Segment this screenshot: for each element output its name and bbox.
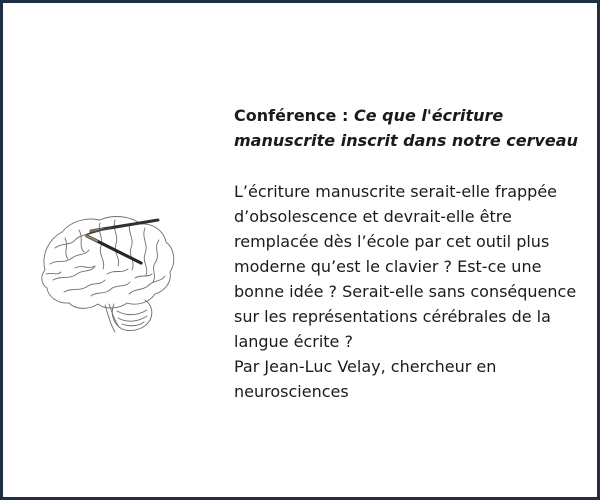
brain-with-pens-icon <box>31 208 181 343</box>
event-content <box>234 103 586 404</box>
event-title-topic: Ce que l'écriture manuscrite inscrit dans notre cerveau <box>234 106 578 150</box>
event-title-prefix: Conférence : <box>234 106 354 125</box>
event-speaker: Par Jean-Luc Velay, chercheur en neurosciences <box>234 357 497 401</box>
event-description: L’écriture manuscrite serait-elle frappée d’obsolescence et devrait-elle être remplacée dès l’école par cet outil plus moderne qu’est le clavier ? Est-ce une bonne idée ? Serait-elle sans conséquence sur les représentations cérébrales de la langue écrite ? <box>234 182 577 351</box>
event-title <box>234 103 586 153</box>
